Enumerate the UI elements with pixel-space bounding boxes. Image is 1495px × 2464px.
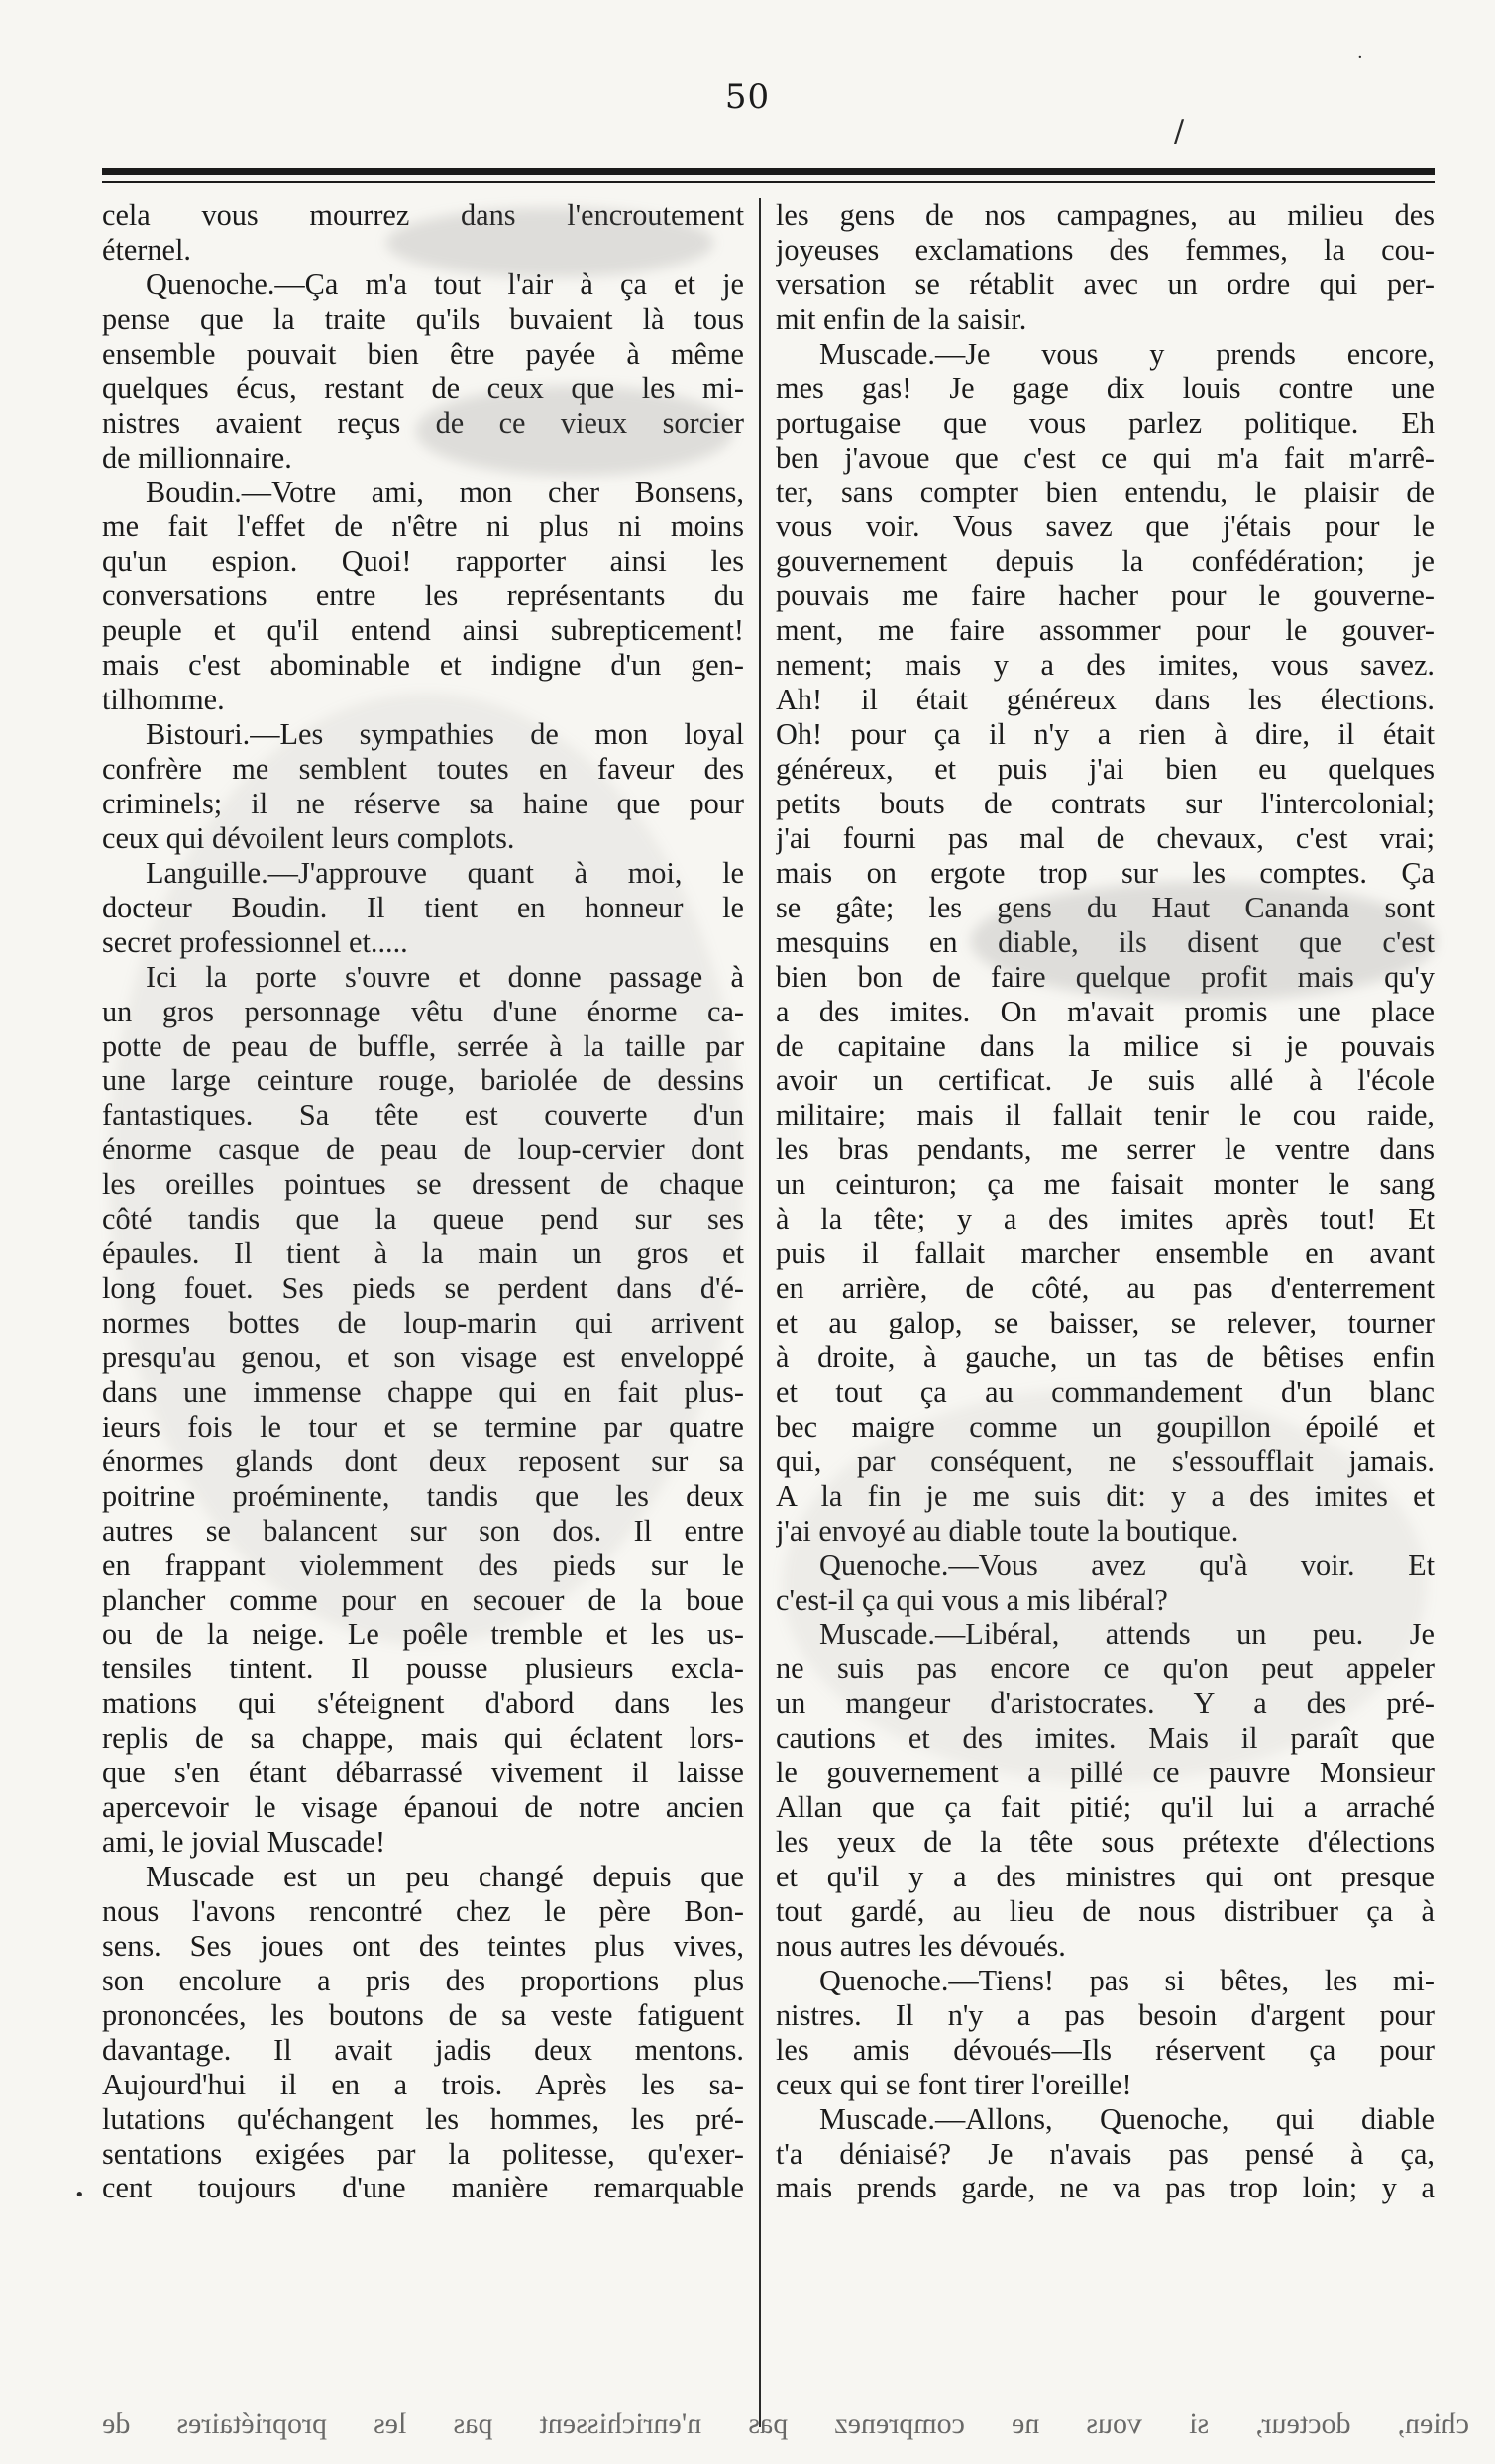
text-line: mesquins en diable, ils disent que c'est: [776, 924, 1435, 959]
text-line: presqu'au genou, et son visage est enveloppé: [102, 1339, 744, 1374]
text-line: qu'un espion. Quoi! rapporter ainsi les: [102, 544, 744, 579]
text-line: versation se rétablit avec un ordre qui per-: [776, 267, 1435, 301]
text-line: ment, me faire assommer pour le gouver-: [776, 613, 1435, 648]
text-line: poitrine proéminente, tandis que les deux: [102, 1478, 744, 1513]
text-line: les gens de nos campagnes, au milieu des: [776, 198, 1435, 232]
text-line: sens. Ses joues ont des teintes plus vives,: [102, 1928, 744, 1963]
text-line: nement; mais y a des imites, vous savez.: [776, 648, 1435, 683]
text-line: ensemble pouvait bien être payée à même: [102, 336, 744, 371]
text-line: de capitaine dans la milice si je pouvais: [776, 1028, 1435, 1063]
text-line: bec maigre comme un goupillon époilé et: [776, 1409, 1435, 1444]
text-line: dans une immense chappe qui en fait plus-: [102, 1374, 744, 1409]
text-line: et au galop, se baisser, se relever, tourner: [776, 1306, 1435, 1339]
text-line: fantastiques. Sa tête est couverte d'un: [102, 1098, 744, 1132]
text-line: mais c'est abominable et indigne d'un gen-: [102, 648, 744, 683]
text-line: nous autres les dévoués.: [776, 1928, 1066, 1963]
text-line: tensiles tintent. Il pousse plusieurs excla-: [102, 1652, 744, 1686]
text-line: replis de sa chappe, mais qui éclatent lors-: [102, 1721, 744, 1756]
text-line: ne suis pas encore ce qu'on peut appeler: [776, 1652, 1435, 1686]
text-line: un mangeur d'aristocrates. Y a des pré-: [776, 1686, 1435, 1721]
text-line: j'ai envoyé au diable toute la boutique.: [776, 1513, 1239, 1548]
text-line: ceux qui se font tirer l'oreille!: [776, 2067, 1132, 2101]
text-line: le gouvernement a pillé ce pauvre Monsieur: [776, 1756, 1435, 1790]
scan-speck: ·: [1357, 48, 1363, 68]
text-line: Allan que ça fait pitié; qu'il lui a arraché: [776, 1790, 1435, 1825]
text-line: j'ai fourni pas mal de chevaux, c'est vrai;: [776, 820, 1435, 855]
page-number: 50: [724, 77, 771, 117]
text-line: gouvernement depuis la confédération; je: [776, 544, 1435, 579]
text-line: portugaise que vous parlez politique. Eh: [776, 405, 1435, 440]
text-line: criminels; il ne réserve sa haine que pour: [102, 786, 744, 820]
text-line: nous l'avons rencontré chez le père Bon-: [102, 1893, 744, 1928]
text-line: A la fin je me suis dit: y a des imites et: [776, 1478, 1435, 1513]
text-line: ou de la neige. Le poêle tremble et les us-: [102, 1617, 744, 1652]
text-line: se gâte; les gens du Haut Cananda sont: [776, 890, 1435, 924]
text-line: joyeuses exclamations des femmes, la cou-: [776, 232, 1435, 267]
text-line: c'est-il ça qui vous a mis libéral?: [776, 1582, 1168, 1617]
text-line: vous voir. Vous savez que j'étais pour le: [776, 509, 1435, 544]
text-line: avoir un certificat. Je suis allé à l'école: [776, 1063, 1435, 1098]
text-line: éternel.: [102, 232, 191, 267]
text-line: en frappant violemment des pieds sur le: [102, 1548, 744, 1582]
text-line: nistres. Il n'y a pas besoin d'argent pour: [776, 1997, 1435, 2032]
text-line: mais prends garde, ne va pas trop loin; y a: [776, 2171, 1435, 2205]
text-line: quelques écus, restant de ceux que les mi-: [102, 371, 744, 405]
text-line: énorme casque de peau de loup-cervier dont: [102, 1132, 744, 1167]
text-line: Quenoche.—Tiens! pas si bêtes, les mi-: [819, 1963, 1435, 1997]
text-line: me fait l'effet de n'être ni plus ni moins: [102, 509, 744, 544]
text-line: les bras pendants, me serrer le ventre dans: [776, 1132, 1435, 1167]
text-line: plancher comme pour en secouer de la boue: [102, 1582, 744, 1617]
text-line: ieurs fois le tour et se termine par quatre: [102, 1409, 744, 1444]
text-line: énormes glands dont deux reposent sur sa: [102, 1444, 744, 1478]
text-line: sentations exigées par la politesse, qu'exer-: [102, 2136, 744, 2171]
text-line: mit enfin de la saisir.: [776, 301, 1027, 336]
text-line: conversations entre les représentants du: [102, 579, 744, 613]
text-line: qui, par conséquent, ne s'essoufflait jamais.: [776, 1444, 1435, 1478]
text-line: ben j'avoue que c'est ce qui m'a fait m'arrê-: [776, 440, 1435, 475]
right-column: [776, 198, 1435, 2205]
text-line: un ceinturon; ça me faisait monter le sang: [776, 1167, 1435, 1202]
text-line: apercevoir le visage épanoui de notre ancien: [102, 1790, 744, 1825]
text-line: Oh! pour ça il n'y a rien à dire, il était: [776, 717, 1435, 752]
text-line: Quenoche.—Vous avez qu'à voir. Et: [819, 1548, 1435, 1582]
text-line: de millionnaire.: [102, 440, 292, 475]
text-line: bien bon de faire quelque profit mais qu'y: [776, 959, 1435, 994]
text-line: secret professionnel et.....: [102, 924, 408, 959]
text-line: ami, le jovial Muscade!: [102, 1825, 386, 1860]
text-line: une large ceinture rouge, bariolée de dessins: [102, 1063, 744, 1098]
text-line: autres se balancent sur son dos. Il entre: [102, 1513, 744, 1548]
column-divider: [759, 198, 761, 2427]
text-line: Muscade est un peu changé depuis que: [146, 1860, 744, 1893]
text-line: militaire; mais il fallait tenir le cou raide,: [776, 1098, 1435, 1132]
text-line: Muscade.—Allons, Quenoche, qui diable: [819, 2101, 1435, 2136]
text-line: t'a déniaisé? Je n'avais pas pensé à ça,: [776, 2136, 1435, 2171]
text-line: Ah! il était généreux dans les élections.: [776, 683, 1435, 717]
text-line: Ici la porte s'ouvre et donne passage à: [146, 959, 744, 994]
text-line: puis il fallait marcher ensemble en avant: [776, 1236, 1435, 1271]
text-line: et tout ça au commandement d'un blanc: [776, 1374, 1435, 1409]
text-line: Muscade.—Libéral, attends un peu. Je: [819, 1617, 1435, 1652]
text-line: ceux qui dévoilent leurs complots.: [102, 820, 515, 855]
text-line: généreux, et puis j'ai bien eu quelques: [776, 752, 1435, 786]
text-line: cautions et des imites. Mais il paraît que: [776, 1721, 1435, 1756]
text-line: les oreilles pointues se dressent de chaque: [102, 1167, 744, 1202]
text-line: davantage. Il avait jadis deux mentons.: [102, 2032, 744, 2067]
text-line: peuple et qu'il entend ainsi subrepticement!: [102, 613, 744, 648]
text-line: ter, sans compter bien entendu, le plaisir de: [776, 475, 1435, 509]
text-line: cela vous mourrez dans l'encroutement: [102, 198, 744, 232]
header-rule-thick: [102, 168, 1435, 175]
text-line: un gros personnage vêtu d'une énorme ca-: [102, 994, 744, 1028]
text-line: à la tête; y a des imites après tout! Et: [776, 1202, 1435, 1236]
text-line: prononcées, les boutons de sa veste fatiguent: [102, 1997, 744, 2032]
text-line: en arrière, de côté, au pas d'enterrement: [776, 1271, 1435, 1306]
text-line: Languille.—J'approuve quant à moi, le: [146, 855, 744, 890]
scan-mark: /: [1174, 114, 1185, 149]
scan-speck: •: [74, 2185, 85, 2205]
text-line: tilhomme.: [102, 683, 225, 717]
text-line: pense que la traite qu'ils buvaient là tous: [102, 301, 744, 336]
text-line: mes gas! Je gage dix louis contre une: [776, 371, 1435, 405]
text-line: mais on ergote trop sur les comptes. Ça: [776, 855, 1435, 890]
text-line: Muscade.—Je vous y prends encore,: [819, 336, 1435, 371]
text-line: les yeux de la tête sous prétexte d'élections: [776, 1825, 1435, 1860]
text-line: Aujourd'hui il en a trois. Après les sa-: [102, 2067, 744, 2101]
text-line: docteur Boudin. Il tient en honneur le: [102, 890, 744, 924]
text-line: à droite, à gauche, un tas de bêtises enfin: [776, 1339, 1435, 1374]
header-rule-thin: [102, 181, 1435, 183]
text-line: long fouet. Ses pieds se perdent dans d'é-: [102, 1271, 744, 1306]
text-line: confrère me semblent toutes en faveur des: [102, 752, 744, 786]
text-line: les amis dévoués—Ils réservent ça pour: [776, 2032, 1435, 2067]
bleed-through-text: chien, docteur, si vous ne comprenez pas n'enrichissent pas les propriétaires de: [102, 2408, 1469, 2440]
text-line: mations qui s'éteignent d'abord dans les: [102, 1686, 744, 1721]
left-column: [102, 198, 744, 2205]
text-line: Boudin.—Votre ami, mon cher Bonsens,: [146, 475, 744, 509]
text-line: épaules. Il tient à la main un gros et: [102, 1236, 744, 1271]
text-line: cent toujours d'une manière remarquable: [102, 2171, 744, 2205]
text-line: lutations qu'échangent les hommes, les pré-: [102, 2101, 744, 2136]
text-line: pouvais me faire hacher pour le gouverne-: [776, 579, 1435, 613]
text-line: normes bottes de loup-marin qui arrivent: [102, 1306, 744, 1339]
text-line: tout gardé, au lieu de nous distribuer ça à: [776, 1893, 1435, 1928]
text-line: Bistouri.—Les sympathies de mon loyal: [146, 717, 744, 752]
text-line: que s'en étant débarrassé vivement il laisse: [102, 1756, 744, 1790]
text-line: Quenoche.—Ça m'a tout l'air à ça et je: [146, 267, 744, 301]
text-line: potte de peau de buffle, serrée à la taille par: [102, 1028, 744, 1063]
text-line: petits bouts de contrats sur l'intercolonial;: [776, 786, 1435, 820]
text-line: a des imites. On m'avait promis une place: [776, 994, 1435, 1028]
text-line: son encolure a pris des proportions plus: [102, 1963, 744, 1997]
text-line: côté tandis que la queue pend sur ses: [102, 1202, 744, 1236]
text-line: nistres avaient reçus de ce vieux sorcier: [102, 405, 744, 440]
text-line: et qu'il y a des ministres qui ont presque: [776, 1860, 1435, 1893]
